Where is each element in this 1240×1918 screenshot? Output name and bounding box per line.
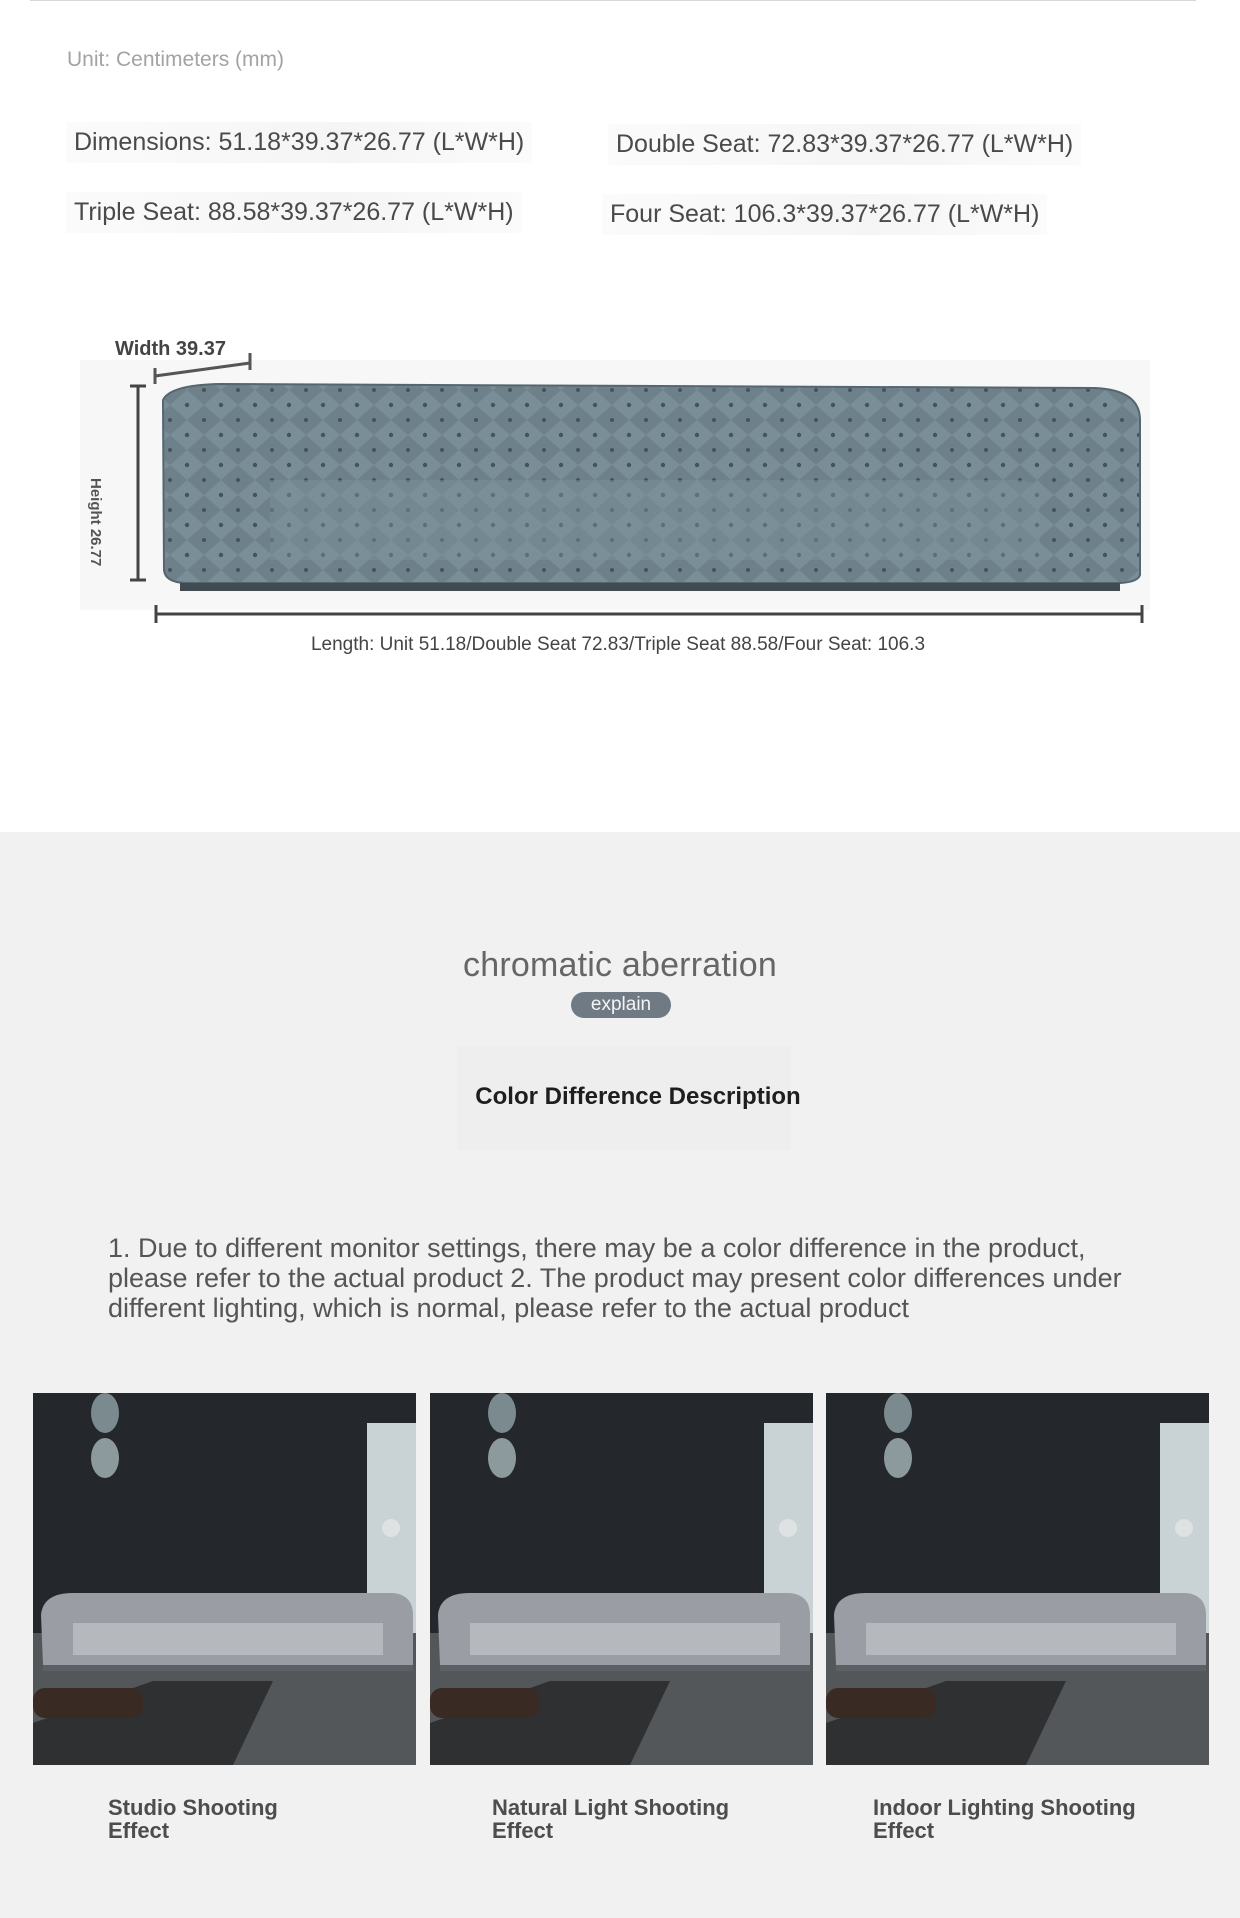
caption-studio: Studio Shooting Effect	[108, 1795, 278, 1843]
sofa-dimension-diagram	[0, 320, 1240, 680]
room-illustration	[430, 1393, 813, 1765]
spec-four-seat: Four Seat: 106.3*39.37*26.77 (L*W*H)	[602, 194, 1047, 235]
length-label: Length: Unit 51.18/Double Seat 72.83/Triple Seat 88.58/Four Seat: 106.3	[310, 634, 926, 655]
section-heading: Color Difference Description	[475, 1083, 801, 1110]
room-illustration	[826, 1393, 1209, 1765]
explain-pill: explain	[571, 992, 671, 1018]
spec-dimensions: Dimensions: 51.18*39.37*26.77 (L*W*H)	[66, 122, 532, 163]
spec-triple-seat: Triple Seat: 88.58*39.37*26.77 (L*W*H)	[66, 192, 522, 233]
photo-indoor-lighting	[826, 1393, 1209, 1765]
description-paragraph: 1. Due to different monitor settings, there may be a color difference in the product, please refer to the actual product 2. The product may present color differences under different lighting, which is normal, please refer to the actual product	[108, 1233, 1122, 1323]
unit-note: Unit: Centimeters (mm)	[67, 48, 285, 71]
caption-indoor-lighting: Indoor Lighting Shooting Effect	[873, 1795, 1136, 1843]
top-divider	[30, 0, 1196, 1]
spec-double-seat: Double Seat: 72.83*39.37*26.77 (L*W*H)	[608, 124, 1081, 165]
width-label: Width 39.37	[115, 338, 226, 360]
height-label: Height 26.77	[87, 478, 104, 567]
room-illustration	[33, 1393, 416, 1765]
photo-natural-light	[430, 1393, 813, 1765]
banner-title: chromatic aberration	[463, 946, 777, 984]
caption-natural-light: Natural Light Shooting Effect	[492, 1795, 730, 1843]
photo-studio	[33, 1393, 416, 1765]
sofa-image	[163, 384, 1140, 591]
